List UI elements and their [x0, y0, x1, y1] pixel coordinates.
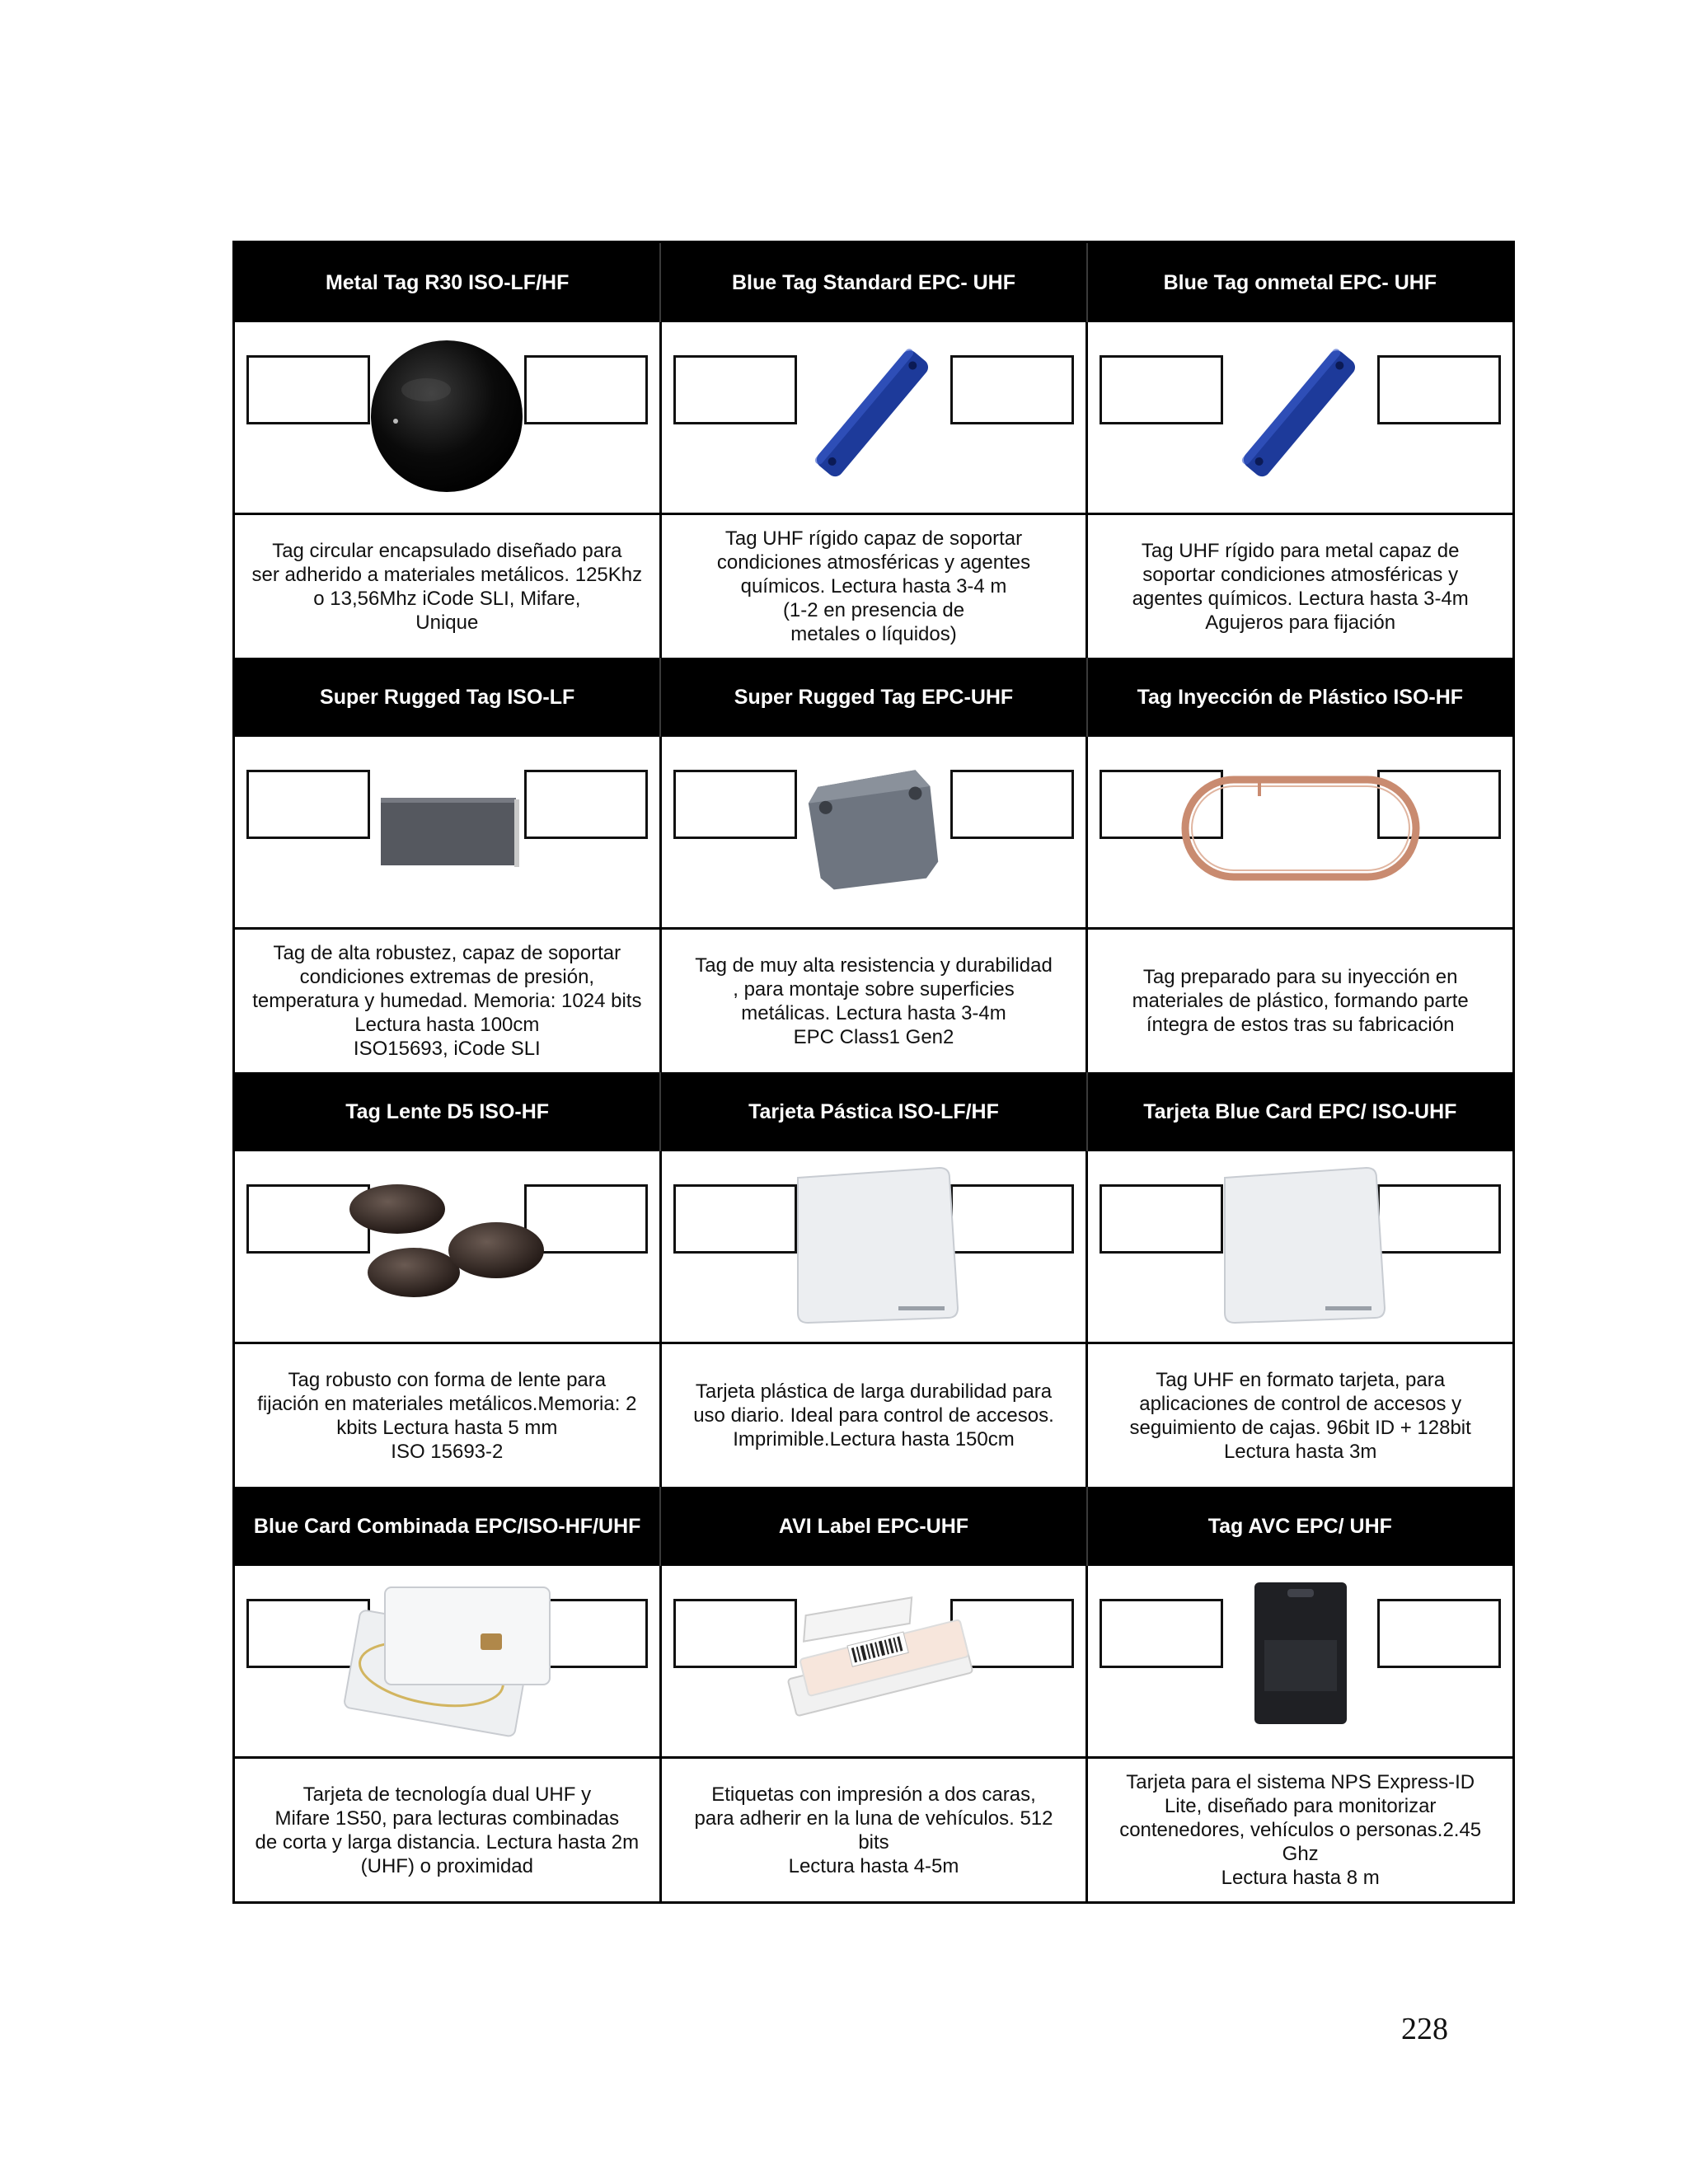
product-title: Metal Tag R30 ISO-LF/HF	[325, 270, 570, 294]
description-cell	[235, 515, 662, 658]
description-cell	[1088, 1759, 1512, 1901]
image-cell	[1088, 322, 1512, 513]
product-description: Tag preparado para su inyección en materiales de plástico, formando parte íntegra de estos tras su fabricación	[1132, 966, 1469, 1036]
gray-rugged-block-image	[775, 747, 973, 912]
copper-coil-inlay-image	[1177, 747, 1424, 912]
rfid-tags-table	[232, 241, 1515, 1904]
avi-label-image	[754, 1576, 993, 1741]
image-cell	[1088, 1566, 1512, 1756]
white-card-image	[1202, 1161, 1400, 1326]
image-cell	[662, 1566, 1089, 1756]
description-cell	[662, 1759, 1089, 1901]
header-row	[235, 658, 1512, 737]
combo-card-image	[335, 1576, 558, 1741]
image-cell	[235, 322, 662, 513]
image-row	[235, 1151, 1512, 1344]
product-description: Tag robusto con forma de lente para fijación en materiales metálicos.Memoria: 2 kbits Lectura hasta 5 mm ISO 15693-2	[257, 1368, 637, 1463]
product-description: Tarjeta plástica de larga durabilidad para uso diario. Ideal para control de accesos. Imprimible.Lectura hasta 150cm	[693, 1380, 1054, 1451]
description-cell	[1088, 930, 1512, 1072]
image-cell	[662, 322, 1089, 513]
header-cell	[661, 658, 1087, 737]
header-cell	[661, 1072, 1087, 1151]
header-cell	[1088, 1487, 1512, 1566]
image-row	[235, 737, 1512, 930]
header-cell	[235, 1487, 661, 1566]
product-description: Etiquetas con impresión a dos caras, para adherir en la luna de vehículos. 512 bits Lectura hasta 4-5m	[694, 1783, 1053, 1877]
header-cell	[1088, 1072, 1512, 1151]
white-card-image	[775, 1161, 973, 1326]
header-row	[235, 1487, 1512, 1566]
header-cell	[235, 1072, 661, 1151]
header-row	[235, 243, 1512, 322]
description-cell	[1088, 515, 1512, 658]
table-group-2	[235, 658, 1512, 1072]
image-row	[235, 1566, 1512, 1759]
description-cell	[662, 1344, 1089, 1487]
product-title: AVI Label EPC-UHF	[778, 1514, 969, 1538]
description-cell	[235, 930, 662, 1072]
header-cell	[661, 243, 1087, 322]
product-title: Super Rugged Tag ISO-LF	[320, 685, 575, 709]
description-row	[235, 1344, 1512, 1487]
product-description: Tag circular encapsulado diseñado para ser adherido a materiales metálicos. 125Khz o 13,56Mhz iCode SLI, Mifare, Unique	[251, 539, 643, 634]
table-group-4	[235, 1487, 1512, 1901]
lens-tags-image	[340, 1161, 554, 1326]
image-cell	[235, 737, 662, 927]
description-row	[235, 515, 1512, 658]
header-cell	[1088, 658, 1512, 737]
product-title: Blue Tag Standard EPC- UHF	[731, 270, 1015, 294]
product-description: Tag de muy alta resistencia y durabilidad , para montaje sobre superficies metálicas. Lectura hasta 3-4m EPC Class1 Gen2	[695, 954, 1053, 1048]
product-description: Tarjeta de tecnología dual UHF y Mifare 1S50, para lecturas combinadas de corta y larga distancia. Lectura hasta 2m (UHF) o proximidad	[255, 1783, 640, 1877]
table-group-3	[235, 1072, 1512, 1487]
product-title: Tarjeta Pástica ISO-LF/HF	[748, 1099, 999, 1123]
black-avc-tag-image	[1202, 1576, 1400, 1741]
description-cell	[235, 1344, 662, 1487]
product-title: Tarjeta Blue Card EPC/ ISO-UHF	[1143, 1099, 1457, 1123]
product-description: Tag de alta robustez, capaz de soportar condiciones extremas de presión, temperatura y humedad. Memoria: 1024 bits Lectura hasta 100cm ISO15693, iCode SLI	[252, 942, 642, 1060]
image-cell	[662, 737, 1089, 927]
product-title: Tag Inyección de Plástico ISO-HF	[1137, 685, 1464, 709]
description-cell	[662, 930, 1089, 1072]
image-cell	[1088, 737, 1512, 927]
product-title: Tag AVC EPC/ UHF	[1207, 1514, 1392, 1538]
product-title: Blue Tag onmetal EPC- UHF	[1163, 270, 1437, 294]
product-title: Super Rugged Tag EPC-UHF	[734, 685, 1014, 709]
image-cell	[1088, 1151, 1512, 1342]
black-round-tag-image	[348, 332, 546, 497]
header-cell	[235, 658, 661, 737]
description-row	[235, 930, 1512, 1072]
blue-bar-tag-image	[775, 332, 973, 497]
table-group-1	[235, 243, 1512, 658]
image-cell	[662, 1151, 1089, 1342]
image-cell	[235, 1566, 662, 1756]
gray-rugged-slab-image	[348, 747, 546, 912]
product-description: Tag UHF rígido para metal capaz de soportar condiciones atmosféricas y agentes químicos. Lectura hasta 3-4m Agujeros para fijación	[1132, 539, 1469, 634]
product-title: Tag Lente D5 ISO-HF	[345, 1099, 550, 1123]
header-cell	[1088, 243, 1512, 322]
product-description: Tag UHF rígido capaz de soportar condiciones atmosféricas y agentes químicos. Lectura hasta 3-4 m (1-2 en presencia de metales o líquidos)	[716, 527, 1031, 645]
page-number: 228	[1401, 2012, 1448, 2046]
header-cell	[235, 243, 661, 322]
image-row	[235, 322, 1512, 515]
header-row	[235, 1072, 1512, 1151]
description-cell	[662, 515, 1089, 658]
description-cell	[1088, 1344, 1512, 1487]
blue-bar-tag-image	[1202, 332, 1400, 497]
description-cell	[235, 1759, 662, 1901]
description-row	[235, 1759, 1512, 1901]
product-description: Tag UHF en formato tarjeta, para aplicaciones de control de accesos y seguimiento de cajas. 96bit ID + 128bit Lectura hasta 3m	[1129, 1368, 1471, 1463]
header-cell	[661, 1487, 1087, 1566]
product-description: Tarjeta para el sistema NPS Express-ID Lite, diseñado para monitorizar contenedores, vehículos o personas.2.45 Ghz Lectura hasta 8 m	[1119, 1771, 1482, 1889]
product-title: Blue Card Combinada EPC/ISO-HF/UHF	[253, 1514, 641, 1538]
image-cell	[235, 1151, 662, 1342]
